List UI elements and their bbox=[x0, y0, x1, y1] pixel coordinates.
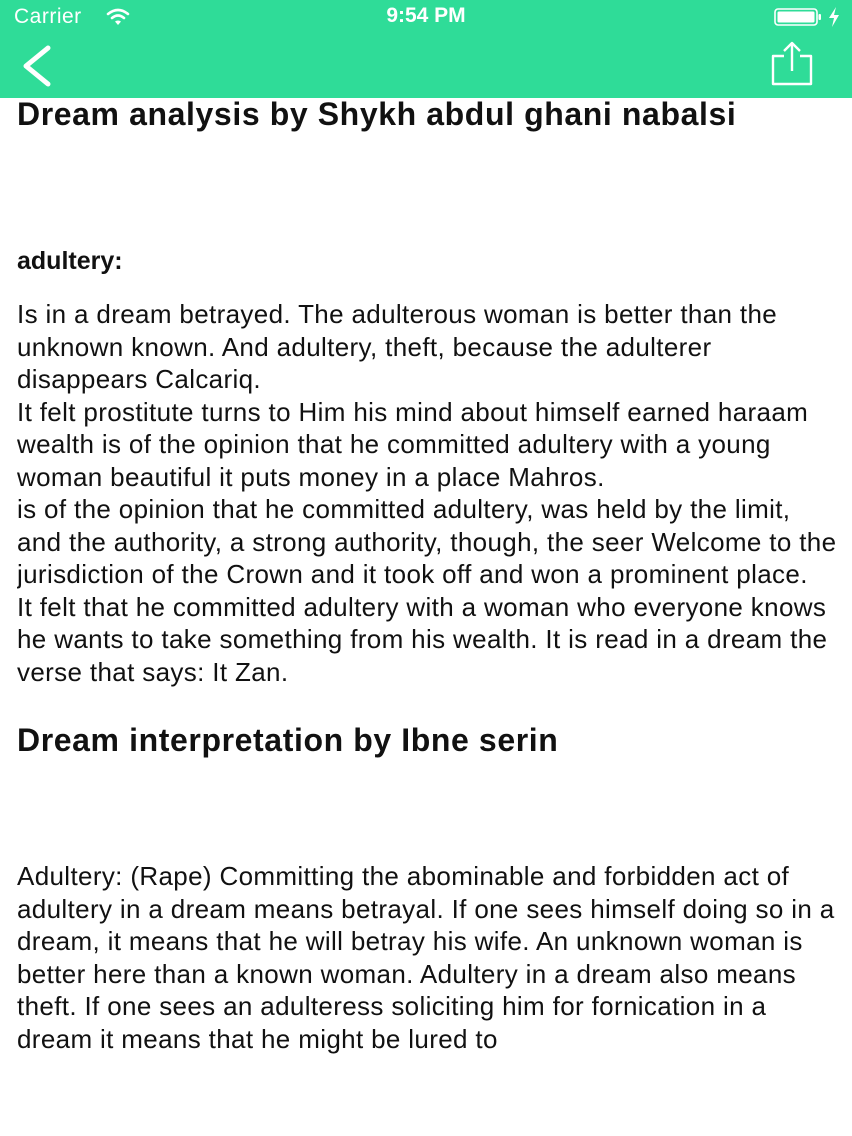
dream-term-heading: adultery: bbox=[17, 247, 123, 275]
status-time: 9:54 PM bbox=[386, 4, 466, 27]
carrier-label: Carrier bbox=[14, 5, 82, 28]
back-button[interactable] bbox=[16, 42, 64, 90]
status-bar bbox=[0, 0, 852, 34]
section-body-ibne-serin: Adultery: (Rape) Committing the abominable and forbidden act of adultery in a dream means betrayal. If one sees himself doing so in a dream, it means that he will betray his wife. An unknown woman is better here than a known woman. Adultery in a dream also means theft. If one sees an adulteress soliciting him for fornication in a dream it means that he might be lured to bbox=[17, 861, 835, 1054]
chevron-left-icon bbox=[16, 42, 64, 90]
share-icon bbox=[766, 40, 818, 92]
share-button[interactable] bbox=[766, 40, 818, 92]
article-content[interactable] bbox=[17, 98, 839, 1136]
section-title-ibne-serin: Dream interpretation by Ibne serin bbox=[17, 722, 559, 758]
battery-icon bbox=[774, 8, 822, 26]
navigation-bar bbox=[0, 0, 852, 98]
section-title-nabalsi: Dream analysis by Shykh abdul ghani nabalsi bbox=[17, 98, 737, 132]
charging-bolt-icon bbox=[827, 6, 841, 28]
section-body-nabalsi: Is in a dream betrayed. The adulterous woman is better than the unknown known. And adultery, theft, because the adulterer disappears Calcariq. It felt prostitute turns to Him his mind about himself earned haraam wealth is of the opinion that he committed adultery with a young woman beautiful it puts money in a place Mahros. is of the opinion that he committed adultery, was held by the limit, and the authority, a strong authority, though, the seer Welcome to the jurisdiction of the Crown and it took off and won a prominent place. It felt that he committed adultery with a woman who everyone knows he wants to take something from his wealth. It is read in a dream the verse that says: It Zan. bbox=[17, 299, 837, 687]
